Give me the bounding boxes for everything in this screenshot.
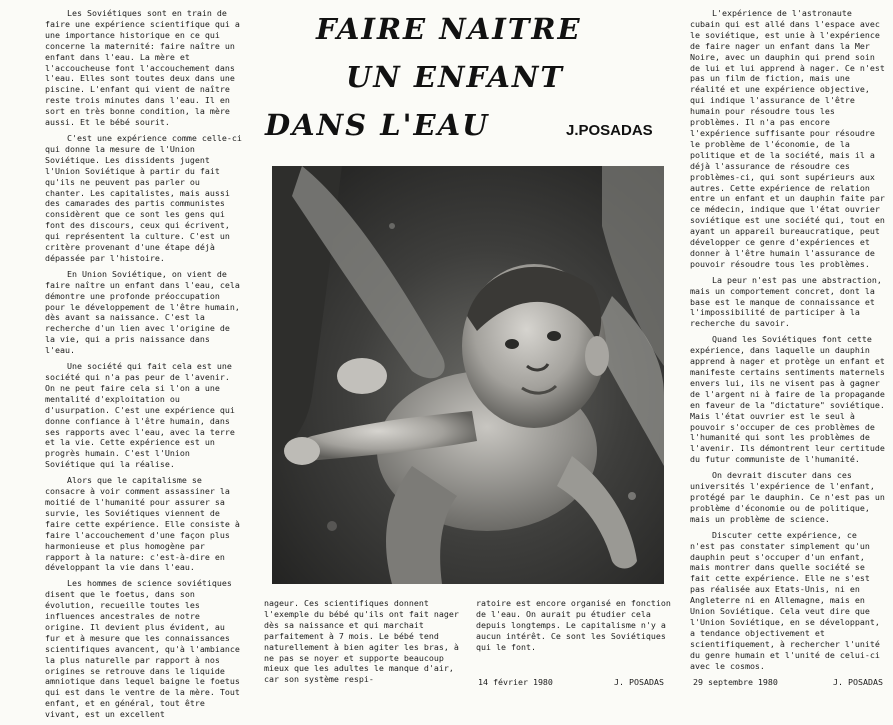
left-article-column <box>45 8 243 725</box>
paragraph: C'est une expérience comme celle-ci qui donne la mesure de l'Union Soviétique. Les dissidents jugent l'Union Soviétique à partir du fait qu'ils ne peuvent pas parler ou chanter. Les capitalistes, mais aussi des camarades des partis communistes considèrent que ce sont les gens qui font des discours, ceux qui écrivent, qui représentent la culture. C'est un critère provenant d'une étape déjà dépassée par l'histoire. <box>45 132 242 263</box>
bottom-article-column-b <box>476 598 672 658</box>
paragraph: Les hommes de science soviétiques disent que le foetus, dans son évolution, recueille toutes les influences ancestrales de notre origine. Il devient plus évident, au fur et à mesure que les connaissances scientifiques avancent, qu'à l'ambiance la plus naturelle par rapport à nos origines se retrouve dans le liquide amniotique dans lequel baigne le foetus qui est dans le ventre de la mère. Tout enfant, et en général, tout être vivant, est un excellent <box>45 578 240 720</box>
paragraph: Quand les Soviétiques font cette expérience, dans laquelle un dauphin apprend à nager et protège un enfant et manifeste certains sentiments maternels envers lui, ils ne visent pas à gagner de l'argent ni à faire de la propagande en faveur de la "dictature" soviétique. Mais l'état ouvrier est le seul à pouvoir s'occuper de ces problèmes de l'humanité qui sont les problèmes de l'avenir. Ils démontrent leur certitude du futur communiste de l'humanité. <box>690 334 885 465</box>
paragraph: Les Soviétiques sont en train de faire une expérience scientifique qui a une importance historique en ce qui concerne la maternité: faire naître un enfant dans l'eau. La mère et l'accoucheuse font l'accouchement dans l'eau. Elles sont toutes deux dans une piscine. L'enfant qui vient de naître reste trois minutes dans l'eau. Il en sort en très bonne condition, la mère aussi. Et le bébé sourit. <box>45 8 240 128</box>
paragraph: La peur n'est pas une abstraction, mais un comportement concret, dont la base est le manque de connaissance et l'impossibilité de participer à la recherche du savoir. <box>690 274 882 329</box>
headline-author: J.POSADAS <box>566 122 653 139</box>
paragraph: Alors que le capitalisme se consacre à voir comment assassiner la moitié de l'humanité pour assurer sa survie, les Soviétiques viennent de faire cette expérience. Elle consiste à faire l'accouchement d'une façon plus harmonieuse et plus homogène par rapport à la nature: c'est-à-dire en développant la vie dans l'eau. <box>45 475 240 573</box>
baby-underwater-photo <box>272 166 664 584</box>
paragraph: nageur. Ces scientifiques donnent l'exemple du bébé qu'ils ont fait nager dès sa naissance et qui marchait parfaitement à 7 mois. Le bébé tend naturellement à bien agiter les bras, à ne pas se noyer et supporte beaucoup mieux que les adultes le manque d'air, car son système respi- <box>264 598 459 685</box>
article-date-2: 29 septembre 1980 <box>693 677 778 687</box>
headline-line-2: UN ENFANT <box>346 60 564 94</box>
paragraph: L'expérience de l'astronaute cubain qui est allé dans l'espace avec le soviétique, est unie à l'expérience de faire nager un enfant dans la Mer Noire, avec un dauphin qui prend soin de lui et lui apprend à nager. Ce n'est pas un film de fiction, mais une réalité et une expérience objective, qui indique l'assurance de l'être humain pour résoudre tous les problèmes. Il n'a pas encore l'expérience suffisante pour résoudre le problème de l'économie, de la politique et de la société, mais il a déjà l'assurance de résoudre ces problèmes-ci, qui sont supérieurs aux autres. Cette expérience de relation entre un enfant et un dauphin faite par ce médecin, indique que l'état ouvrier soviétique est une société qui, tout en ayant un appareil bureaucratique, peut développer ce genre d'expériences et donner à l'être humain l'assurance de pouvoir résoudre tous les problèmes. <box>690 8 885 269</box>
paragraph: En Union Soviétique, on vient de faire naître un enfant dans l'eau, cela démontre une profonde préoccupation pour le développement de l'être humain, dès avant sa naissance. C'est la recherche d'un lien avec l'origine de la vie, qui a pris naissance dans l'eau. <box>45 268 240 356</box>
paragraph: Une société qui fait cela est une société qui n'a pas peur de l'avenir. On ne peut faire cela si l'on a une mentalité d'exploitation ou d'usurpation. C'est une expérience qui donne confiance à l'être humain, dans ses rapports avec l'eau, avec la terre et la vie. Cette expérience est un progrès humain. C'est l'Union Soviétique qui la réalise. <box>45 361 235 470</box>
paragraph: On devrait discuter dans ces universités l'expérience de l'enfant, protégé par le dauphin. Ce n'est pas un problème d'économie ou de politique, mais un problème de science. <box>690 470 885 524</box>
article-signature-2: J. POSADAS <box>833 677 883 687</box>
paragraph: Discuter cette expérience, ce n'est pas constater simplement qu'un dauphin peut s'occuper d'un enfant, mais montrer dans quelle société se fait cette expérience. Elle ne s'est pas réalisée aux Etats-Unis, ni en Angleterre ni en Allemagne, mais en Union Soviétique. Cela veut dire que l'Union Soviétique, en se développant, a tendance objectivement et scientifiquement, à rechercher l'unité du genre humain et l'unité de celui-ci avec le cosmos. <box>690 529 880 671</box>
headline-line-1: FAIRE NAITRE <box>316 12 582 46</box>
bottom-article-column-a <box>264 598 460 690</box>
right-article-column <box>690 8 886 676</box>
photo-illustration <box>272 166 664 584</box>
article-date-1: 14 février 1980 <box>478 677 553 687</box>
article-signature-1: J. POSADAS <box>614 677 664 687</box>
headline-line-3: DANS L'EAU <box>265 108 490 142</box>
paragraph: ratoire est encore organisé en fonction de l'eau. On aurait pu étudier cela depuis longtemps. Le capitalisme n'y a aucun intérêt. Ce sont les Soviétiques qui le font. <box>476 598 671 652</box>
